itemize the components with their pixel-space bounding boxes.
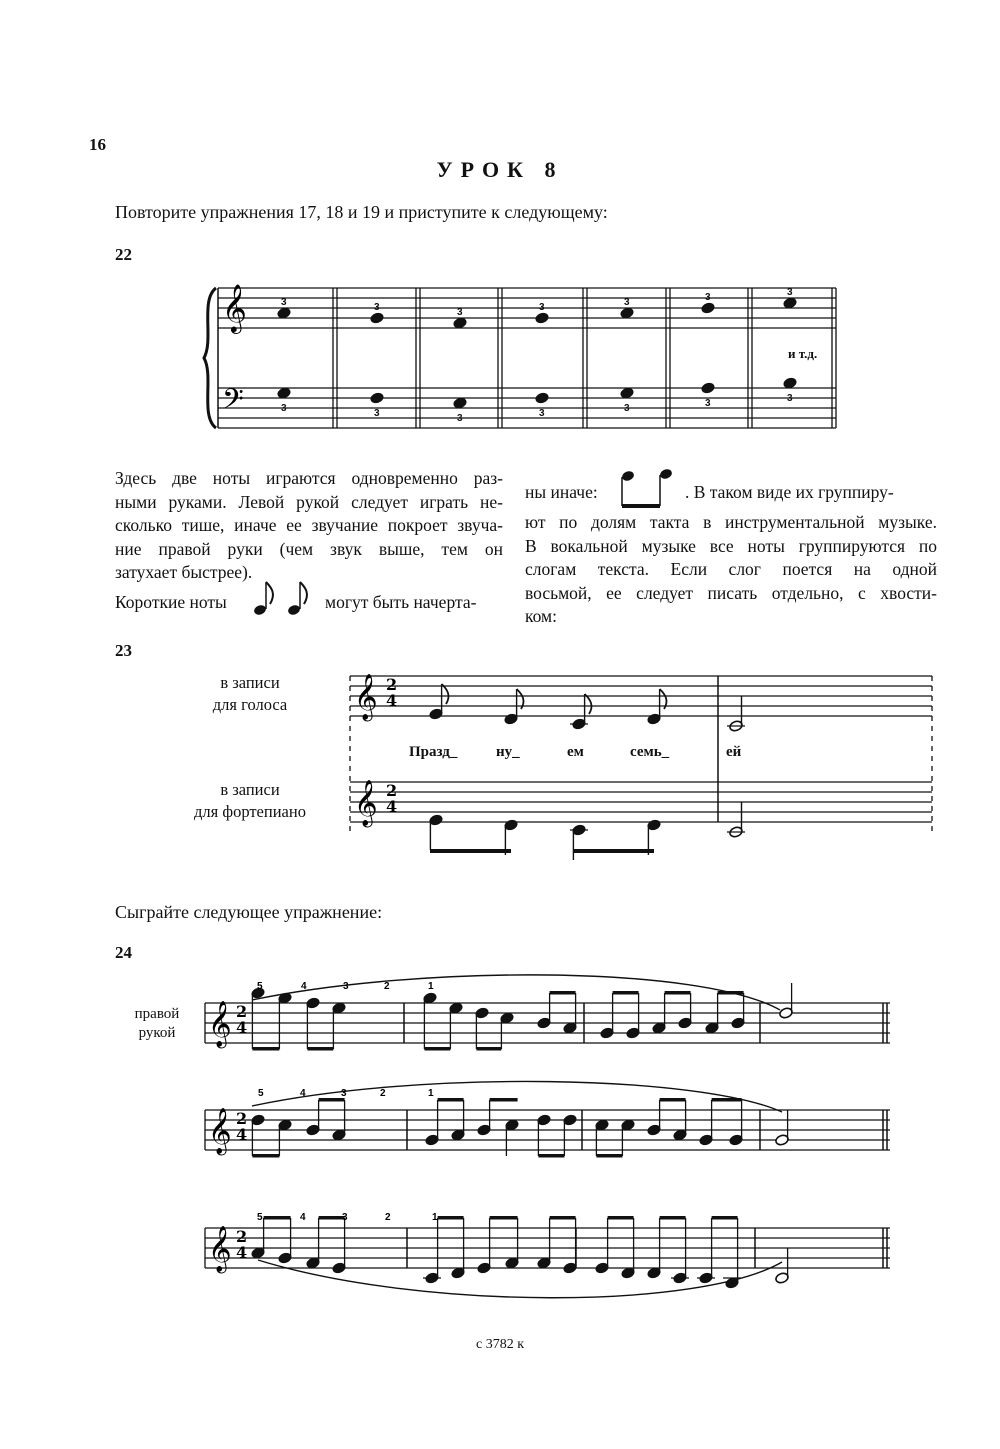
- fingering-number: 3: [624, 297, 630, 308]
- paragraph-line: ком:: [525, 606, 557, 626]
- fingering-number: 3: [374, 408, 380, 419]
- fingering-number: 1: [428, 1088, 434, 1099]
- beam: [660, 1216, 686, 1220]
- beam: [596, 1154, 622, 1158]
- beam: [307, 1047, 333, 1051]
- exercise-24-number: 24: [115, 943, 132, 962]
- beam: [424, 1047, 450, 1051]
- fingering-number: 3: [341, 1088, 347, 1099]
- slur: [252, 975, 780, 1010]
- lyric-syllable: ей: [726, 744, 742, 760]
- time-signature-bottom: 4: [236, 1018, 248, 1037]
- fingering-number: 5: [258, 1088, 264, 1099]
- exercise-22-number: 22: [115, 245, 132, 264]
- time-signature-top: 2: [236, 1109, 248, 1128]
- beam: [550, 991, 576, 995]
- bass-clef-icon: 𝄢: [222, 383, 244, 423]
- intro-text: Повторите упражнения 17, 18 и 19 и приступите к следующему:: [115, 202, 608, 222]
- paragraph-line: В вокальной музыке все ноты группируются по: [525, 535, 937, 556]
- beam: [476, 1047, 501, 1051]
- fingering-number: 3: [705, 398, 711, 409]
- paragraph-line: восьмой, ее следует писать отдельно, с хвости-: [525, 582, 937, 603]
- beam: [550, 1216, 576, 1220]
- beam: [490, 1098, 518, 1102]
- label-line: в записи: [220, 673, 280, 692]
- time-signature-top: 2: [236, 1227, 248, 1246]
- treble-clef-icon: 𝄞: [222, 283, 247, 332]
- beam: [613, 991, 639, 995]
- fingering-number: 4: [300, 1212, 306, 1223]
- exercise-23-number: 23: [115, 641, 132, 660]
- beam: [438, 1216, 464, 1220]
- lyric-syllable: Празд_: [409, 744, 458, 760]
- treble-clef-icon: 𝄞: [354, 780, 378, 826]
- lyric-syllable: семь_: [630, 744, 670, 760]
- beam: [490, 1216, 518, 1220]
- short-notes-text: Короткие ноты: [115, 592, 227, 612]
- fingering-number: 3: [343, 981, 349, 992]
- time-signature-top: 2: [386, 675, 398, 694]
- label-line: в записи: [220, 780, 280, 799]
- label-line: для голоса: [212, 695, 288, 714]
- fingering-number: 2: [384, 981, 390, 992]
- paragraph-line: ными руками. Левой рукой следует играть не-: [115, 491, 503, 512]
- treble-clef-icon: 𝄞: [208, 1001, 232, 1047]
- beam: [538, 1154, 564, 1158]
- catalog-footer: с 3782 к: [475, 1337, 524, 1352]
- fingering-number: 3: [457, 413, 463, 424]
- fingering-number: 3: [539, 408, 545, 419]
- label-line: для фортепиано: [194, 802, 306, 821]
- paragraph-line: Здесь две ноты играются одновременно раз-: [115, 468, 503, 488]
- paragraph-line: сколько тише, иначе ее звучание покроет звуча-: [115, 515, 503, 535]
- fingering-number: 3: [457, 307, 463, 318]
- lyric-syllable: ем: [567, 744, 584, 760]
- time-signature-bottom: 4: [386, 797, 398, 816]
- beam: [712, 1216, 738, 1220]
- beam: [608, 1216, 634, 1220]
- beam: [665, 991, 691, 995]
- paragraph-line: ние правой руки (чем звук выше, тем он: [115, 538, 503, 559]
- beam: [660, 1098, 686, 1102]
- col2-first-line-end: . В таком виде их группиру-: [685, 482, 894, 502]
- paragraph-line: затухает быстрее).: [115, 562, 253, 582]
- fingering-number: 5: [257, 981, 263, 992]
- page-number: 16: [89, 135, 106, 154]
- col2-first-line-start: ны иначе:: [525, 482, 598, 502]
- fingering-number: 1: [428, 981, 434, 992]
- short-notes-text-cont: могут быть начерта-: [325, 592, 477, 612]
- fingering-number: 3: [787, 287, 793, 298]
- fingering-number: 5: [257, 1212, 263, 1223]
- time-signature-top: 2: [236, 1002, 248, 1021]
- beam: [319, 1216, 345, 1220]
- fingering-number: 3: [374, 302, 380, 313]
- exercise-24-system: [205, 1081, 890, 1157]
- beam: [252, 1154, 279, 1158]
- slur: [252, 1081, 782, 1112]
- etc-label: и т.д.: [788, 346, 818, 361]
- time-signature-top: 2: [386, 781, 398, 800]
- time-signature-bottom: 4: [236, 1243, 248, 1262]
- fingering-number: 3: [539, 302, 545, 313]
- treble-clef-icon: 𝄞: [208, 1226, 232, 1272]
- fingering-number: 4: [301, 981, 307, 992]
- lyric-syllable: ну_: [496, 744, 520, 760]
- fingering-number: 3: [281, 297, 287, 308]
- fingering-number: 2: [380, 1088, 386, 1099]
- beam: [264, 1216, 291, 1220]
- fingering-number: 1: [432, 1212, 438, 1223]
- treble-clef-icon: 𝄞: [354, 674, 378, 720]
- exercise-24-system: [205, 1212, 890, 1298]
- fingering-number: 4: [300, 1088, 306, 1099]
- label-line: рукой: [138, 1025, 176, 1041]
- treble-clef-icon: 𝄞: [208, 1108, 232, 1154]
- fingering-number: 3: [342, 1212, 348, 1223]
- fingering-number: 3: [705, 292, 711, 303]
- beam: [252, 1047, 279, 1051]
- fingering-number: 3: [281, 403, 287, 414]
- lesson-title: УРОК 8: [436, 157, 564, 182]
- paragraph-line: слогам текста. Если слог поется на одной: [525, 559, 937, 579]
- fingering-number: 3: [787, 393, 793, 404]
- time-signature-bottom: 4: [386, 691, 398, 710]
- fingering-number: 3: [624, 403, 630, 414]
- time-signature-bottom: 4: [236, 1125, 248, 1144]
- paragraph-line: ют по долям такта в инструментальной музыке.: [525, 512, 937, 532]
- label-line: правой: [134, 1006, 180, 1022]
- exercise-24-system: [205, 975, 890, 1051]
- beam: [438, 1098, 464, 1102]
- fingering-number: 2: [385, 1212, 391, 1223]
- exercise-24-intro: Сыграйте следующее упражнение:: [115, 902, 383, 922]
